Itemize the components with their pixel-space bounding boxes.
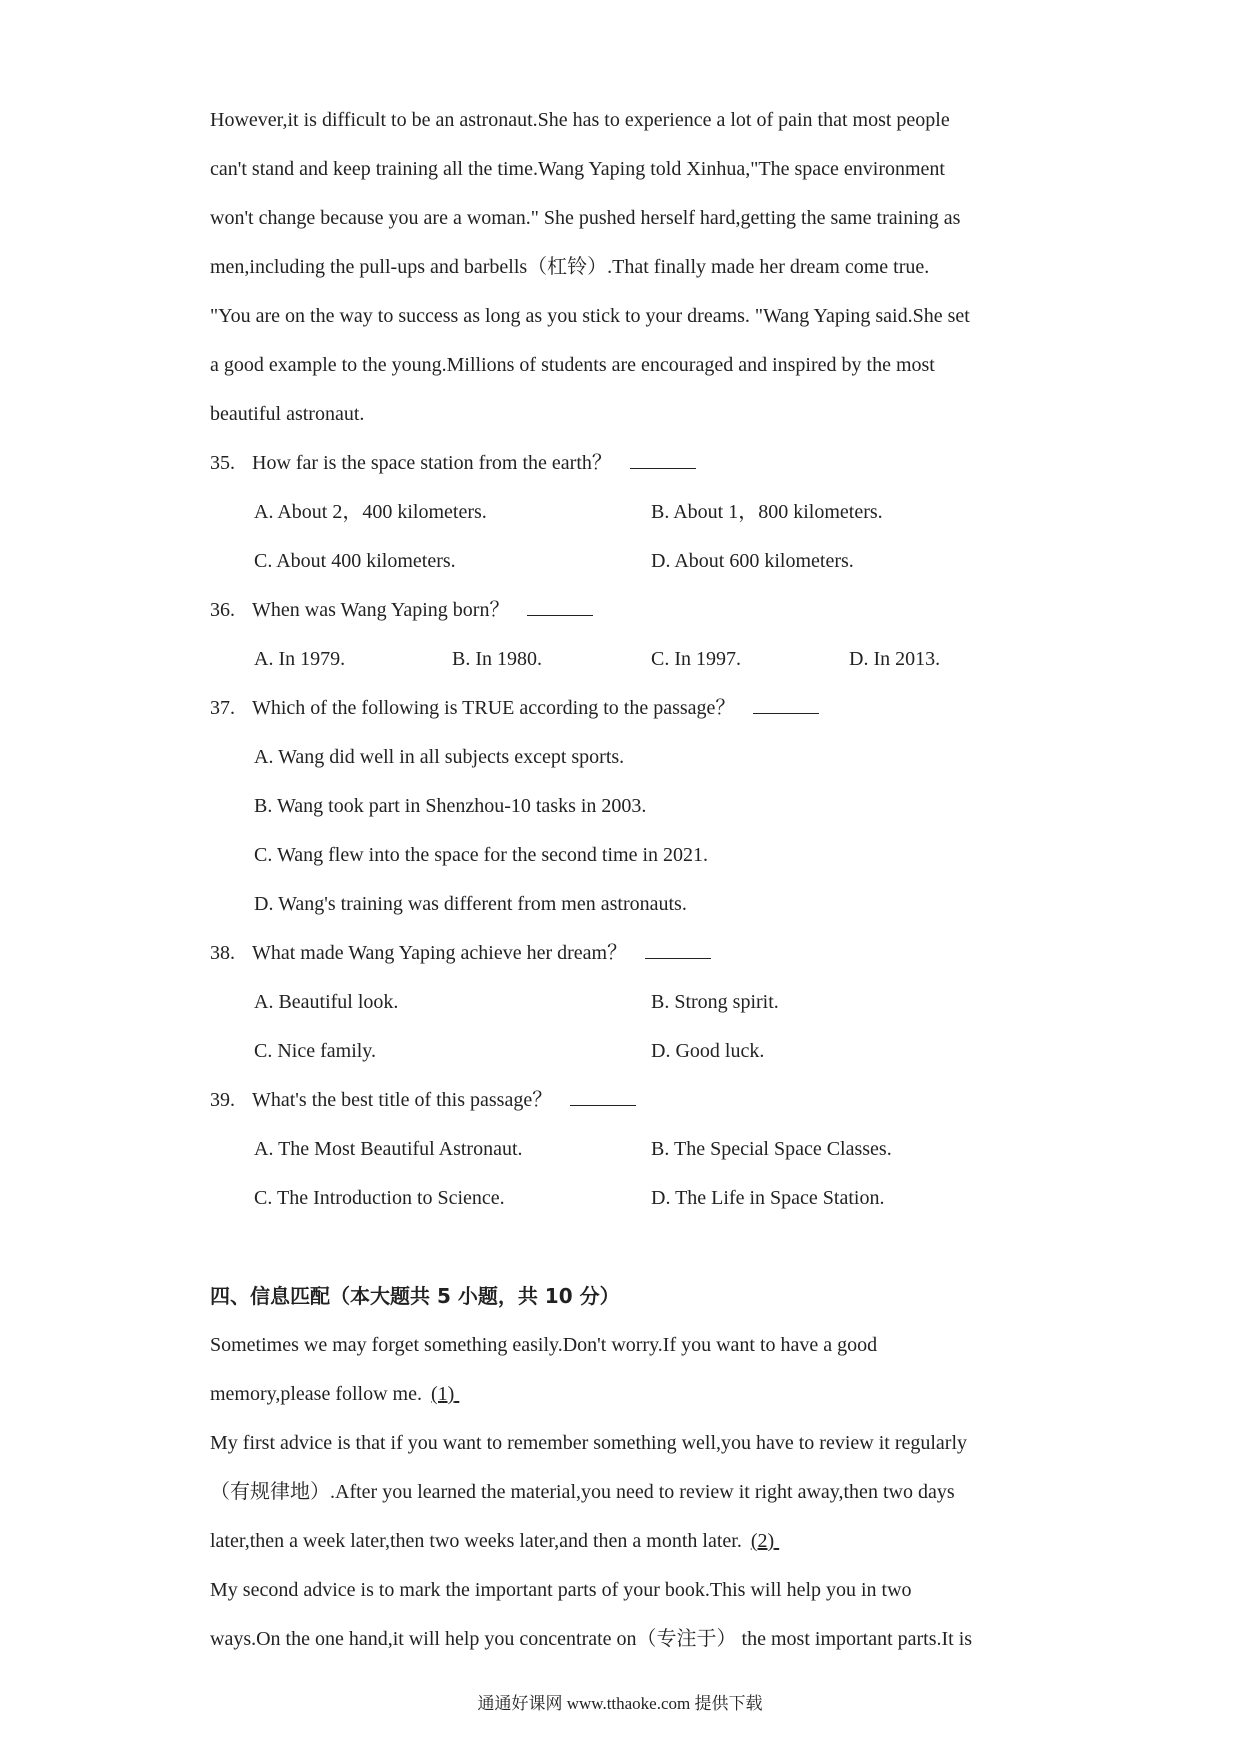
question-number: 35. — [210, 452, 235, 474]
option-b[interactable]: B. In 1980. — [452, 648, 542, 670]
passage-line: beautiful astronaut. — [210, 403, 365, 425]
option-c[interactable]: C. Nice family. — [254, 1040, 377, 1062]
passage-line: My second advice is to mark the important parts of your book.This will help you in two — [210, 1579, 912, 1601]
question-number: 39. — [210, 1089, 235, 1111]
option-b[interactable]: B. About 1，800 kilometers. — [651, 501, 883, 523]
option-b[interactable]: B. The Special Space Classes. — [651, 1138, 892, 1160]
answer-blank-2[interactable]: (2) — [750, 1530, 775, 1552]
question-number: 36. — [210, 599, 235, 621]
passage-line: men,including the pull-ups and barbells（杠铃）.That finally made her dream come true. — [210, 256, 930, 278]
option-b[interactable]: B. Wang took part in Shenzhou-10 tasks in 2003. — [254, 795, 647, 817]
passage-line: won't change because you are a woman." She pushed herself hard,getting the same training as — [210, 207, 961, 229]
answer-blank[interactable] — [753, 697, 819, 714]
passage-line: "You are on the way to success as long as you stick to your dreams. "Wang Yaping said.She set — [210, 305, 970, 327]
passage-line: memory,please follow me. — [210, 1383, 422, 1405]
option-a[interactable]: A. Beautiful look. — [254, 991, 399, 1013]
question-text: What's the best title of this passage？ — [252, 1089, 553, 1111]
option-c[interactable]: C. About 400 kilometers. — [254, 550, 456, 572]
passage-line: （有规律地）.After you learned the material,you need to review it right away,then two days — [210, 1481, 955, 1503]
page-footer: 通通好课网 www.tthaoke.com 提供下载 — [477, 1694, 763, 1713]
question-text: Which of the following is TRUE according to the passage？ — [252, 697, 736, 719]
option-b[interactable]: B. Strong spirit. — [651, 991, 779, 1013]
answer-blank[interactable] — [645, 942, 711, 959]
option-c[interactable]: C. Wang flew into the space for the second time in 2021. — [254, 844, 709, 866]
passage-line: later,then a week later,then two weeks later,and then a month later. — [210, 1530, 742, 1552]
answer-blank-1[interactable]: (1) — [430, 1383, 455, 1405]
passage-line: can't stand and keep training all the time.Wang Yaping told Xinhua,"The space environment — [210, 158, 945, 180]
option-c[interactable]: C. In 1997. — [651, 648, 741, 670]
option-a[interactable]: A. The Most Beautiful Astronaut. — [254, 1138, 523, 1160]
option-a[interactable]: A. In 1979. — [254, 648, 346, 670]
option-d[interactable]: D. About 600 kilometers. — [651, 550, 854, 572]
passage-line: Sometimes we may forget something easily.Don't worry.If you want to have a good — [210, 1334, 878, 1356]
question-text: How far is the space station from the earth？ — [252, 452, 612, 474]
question-number: 38. — [210, 942, 235, 964]
question-text: When was Wang Yaping born？ — [252, 599, 510, 621]
question-text: What made Wang Yaping achieve her dream？ — [252, 942, 628, 964]
answer-blank[interactable] — [527, 599, 593, 616]
option-d[interactable]: D. In 2013. — [849, 648, 941, 670]
option-d[interactable]: D. The Life in Space Station. — [651, 1187, 885, 1209]
option-c[interactable]: C. The Introduction to Science. — [254, 1187, 505, 1209]
passage-line: a good example to the young.Millions of students are encouraged and inspired by the most — [210, 354, 935, 376]
section-title: 四、信息匹配（本大题共 5 小题，共 10 分） — [210, 1284, 620, 1308]
question-number: 37. — [210, 697, 235, 719]
option-a[interactable]: A. Wang did well in all subjects except sports. — [254, 746, 625, 768]
passage-line: My first advice is that if you want to remember something well,you have to review it regularly — [210, 1432, 968, 1454]
answer-blank[interactable] — [570, 1089, 636, 1106]
option-d[interactable]: D. Wang's training was different from men astronauts. — [254, 893, 687, 915]
option-a[interactable]: A. About 2，400 kilometers. — [254, 501, 487, 523]
passage-line: ways.On the one hand,it will help you concentrate on（专注于） the most important parts.It is — [210, 1628, 973, 1650]
option-d[interactable]: D. Good luck. — [651, 1040, 765, 1062]
answer-blank[interactable] — [630, 452, 696, 469]
passage-line: However,it is difficult to be an astronaut.She has to experience a lot of pain that most people — [210, 109, 950, 131]
